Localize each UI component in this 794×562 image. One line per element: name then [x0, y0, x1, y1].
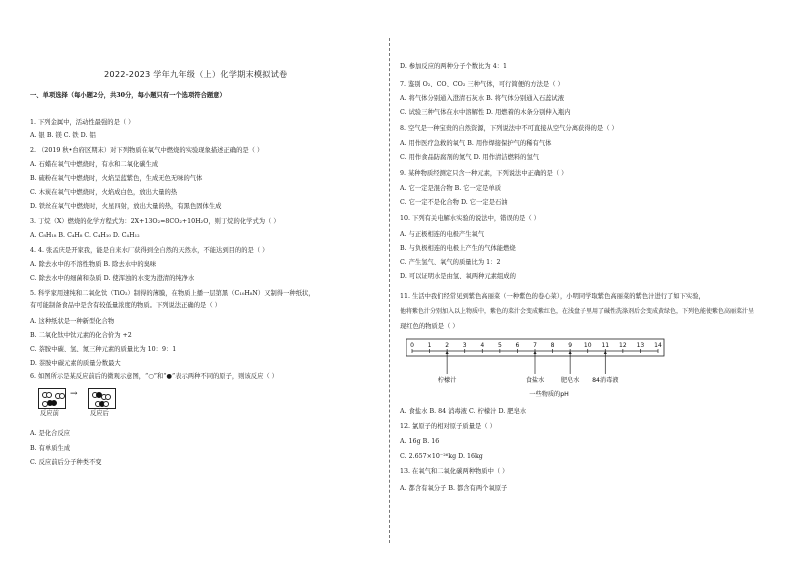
ph-caption: 一些物质的pH	[529, 391, 569, 398]
answer-option: B. 有单质生成	[30, 445, 71, 452]
ph-marker-arrow	[533, 351, 536, 354]
question-line: 11. 生活中我们经常见到紫色高丽菜（一种紫色的卷心菜），小明同学取紫色高丽菜的紫色汁进行了如下实验，	[400, 293, 705, 300]
answer-option: A. 银 B. 镁 C. 铁 D. 铝	[30, 132, 96, 139]
answer-option: A. 石蜡在氧气中燃烧时，有水和二氧化碳生成	[30, 161, 159, 168]
ph-tick-label: 1	[427, 342, 432, 349]
answer-option: D. 可以证明水是由氢、氧两种元素组成的	[400, 273, 516, 280]
question-line: 9. 某种物质经测定只含一种元素，下列说法中正确的是（ ）	[400, 170, 568, 177]
question-line: 1. 下列金属中，活动性最强的是（ ）	[30, 119, 135, 126]
ph-marker-label: 84消毒液	[592, 377, 619, 384]
answer-option: A. 食盐水 B. 84 消毒液 C. 柠檬汁 D. 肥皂水	[400, 408, 527, 415]
answer-option: A. 是化合反应	[30, 430, 71, 437]
ph-tick-label: 9	[568, 342, 573, 349]
ph-tick-label: 7	[533, 342, 537, 349]
page-title: 2022-2023 学年九年级（上）化学期末模拟试卷	[104, 69, 288, 79]
question-line: 7. 鉴别 O₂、CO、CO₂ 三种气体，可行简便的方法是（ ）	[400, 81, 564, 88]
white-atom	[105, 394, 111, 400]
ph-tick-label: 6	[515, 342, 520, 349]
after-caption: 反应后	[90, 410, 109, 417]
answer-option: C. 产生氢气、氧气的质量比为 1：2	[400, 259, 501, 266]
answer-option: A. C₈H₁₈ B. C₄H₈ C. C₄H₁₀ D. C₄H₁₂	[30, 232, 140, 239]
reaction-diagram	[30, 386, 150, 426]
question-line: 13. 在氧气和二氧化碳两种物质中（ ）	[400, 468, 509, 475]
question-line: 6. 如图所示是某反应前后的微观示意图，“○”和“●”表示两种不同的原子，则该反应（ ）	[30, 373, 278, 380]
ph-tick-label: 0	[410, 342, 414, 349]
ph-tick-label: 8	[550, 342, 555, 349]
answer-option: C. 反应前后分子种类不变	[30, 459, 102, 466]
question-line: 3. 丁烷（X）燃烧的化学方程式为：2X+13O₂=8CO₂+10H₂O，则丁烷的化学式为（ ）	[30, 218, 280, 225]
answer-option: D. 铁丝在氧气中燃烧时，火星四射，放出大量的热，有黑色固体生成	[30, 203, 222, 210]
question-line: 12. 氯原子的相对原子质量是（ ）	[400, 423, 496, 430]
before-caption: 反应前	[40, 410, 59, 417]
black-atom	[51, 400, 57, 406]
answer-option: A. 用作医疗急救的氧气 B. 用作焊接保护气的稀有气体	[400, 140, 552, 147]
white-atom	[42, 401, 48, 407]
answer-option: A. 16g B. 16	[400, 438, 440, 445]
ph-tick-label: 4	[480, 342, 485, 349]
answer-option: C. 萘胺中碳、氢、氮三种元素的质量比为 10：9：1	[30, 346, 177, 353]
after-box	[88, 388, 116, 409]
answer-option: D. 参加反应的两种分子个数比为 4：1	[400, 63, 507, 70]
answer-option: C. 木炭在氧气中燃烧时，火焰成白色，放出大量的热	[30, 189, 178, 196]
answer-option: C. 它一定不是化合物 D. 它一定是石油	[400, 199, 508, 206]
ph-tick-label: 14	[654, 342, 662, 349]
question-line: 4. 4. 张孟庆是开家我，能是自来水厂获得到全自然的天然水，不能达到目的的是（ ）	[30, 247, 269, 254]
ph-marker-label: 柠檬汁	[437, 377, 457, 384]
ph-marker-arrow	[569, 351, 572, 354]
answer-option: A. 它一定是混合物 B. 它一定是单质	[400, 185, 502, 192]
answer-option: A. 除去水中的不溶性物质 B. 除去水中的臭味	[30, 261, 157, 268]
white-atom	[103, 401, 109, 407]
before-box	[38, 388, 66, 409]
question-line: 8. 空气是一种宝贵的自然资源，下列说法中不可直接从空气分离获得的是（ ）	[400, 125, 618, 132]
question-line: 5. 科学家用速纯和二氧化钛（TiO₂）制得的薄膜，在物质上播一层第黑（C₁₀H₈N）又制得一种纸状，	[30, 290, 315, 297]
ph-tick-label: 5	[497, 342, 502, 349]
answer-option: A. 将气体分别通入澄清石灰水 B. 将气体分别通入石蕊试液	[400, 95, 565, 102]
ph-marker-arrow	[604, 351, 607, 354]
ph-marker-label: 肥皂水	[560, 377, 580, 384]
question-line: 10. 下列有关电解水实验的说法中，错误的是（ ）	[400, 215, 540, 222]
question-line: 他将紫色汁分别加入以上物质中，紫色的菜汁会变成紫红色，在浅盘子里用了碱性洗涤剂后会变成黄绿色，下列色能使紫色高丽菜汁呈	[400, 308, 755, 315]
question-line: 有可能制备食品中是含有较低量浓度的物质。下列说法正确的是（ ）	[30, 302, 221, 309]
ph-tick-label: 11	[601, 342, 610, 349]
ph-tick-label: 2	[445, 342, 450, 349]
column-divider	[389, 38, 390, 543]
answer-option: B. 二氧化钛中钛元素的化合价为 +2	[30, 332, 132, 339]
section-heading: 一、单项选择（每小题2分，共30分，每小题只有一个选项符合题意）	[30, 92, 226, 99]
ph-tick-label: 13	[636, 342, 645, 349]
answer-option: C. 用作食品防腐剂的氮气 D. 用作清洁燃料的氢气	[400, 154, 540, 161]
ph-marker-arrow	[446, 351, 449, 354]
answer-option: C. 除去水中的细菌和杂质 D. 使浑浊的水变为澄清的纯净水	[30, 275, 195, 282]
answer-option: A. 都含有氧分子 B. 都含有两个氧原子	[400, 485, 508, 492]
reaction-arrow-icon: →	[70, 389, 78, 399]
question-line: 现红色的物质是（ ）	[400, 323, 459, 330]
answer-option: C. 2.657×10⁻²⁶kg D. 16kg	[400, 453, 483, 460]
white-atom	[59, 393, 65, 399]
answer-option: B. 硫粉在氧气中燃烧时，火焰呈蓝紫色，生成无色无味的气体	[30, 175, 203, 182]
question-line: 2. （2019 秋•台府区期末）对下列物质在氧气中燃烧的实验现象描述正确的是（ ）	[30, 147, 264, 154]
answer-option: C. 试验三种气体在水中溶解性 D. 用燃着的木条分别伸入瓶内	[400, 109, 571, 116]
ph-tick-label: 12	[619, 342, 627, 349]
ph-marker-label: 食盐水	[525, 377, 545, 384]
answer-option: A. 这种纸状是一种新型化合物	[30, 318, 115, 325]
answer-option: B. 与负极相连的电极上产生的气体能燃烧	[400, 245, 516, 252]
ph-tick-label: 3	[462, 342, 467, 349]
answer-option: D. 萘胺中碳元素的质量分数最大	[30, 360, 121, 367]
white-atom	[46, 392, 52, 398]
ph-scale-diagram	[406, 338, 666, 400]
answer-option: A. 与正极相连的电极产生氧气	[400, 231, 485, 238]
ph-tick-label: 10	[583, 342, 592, 349]
